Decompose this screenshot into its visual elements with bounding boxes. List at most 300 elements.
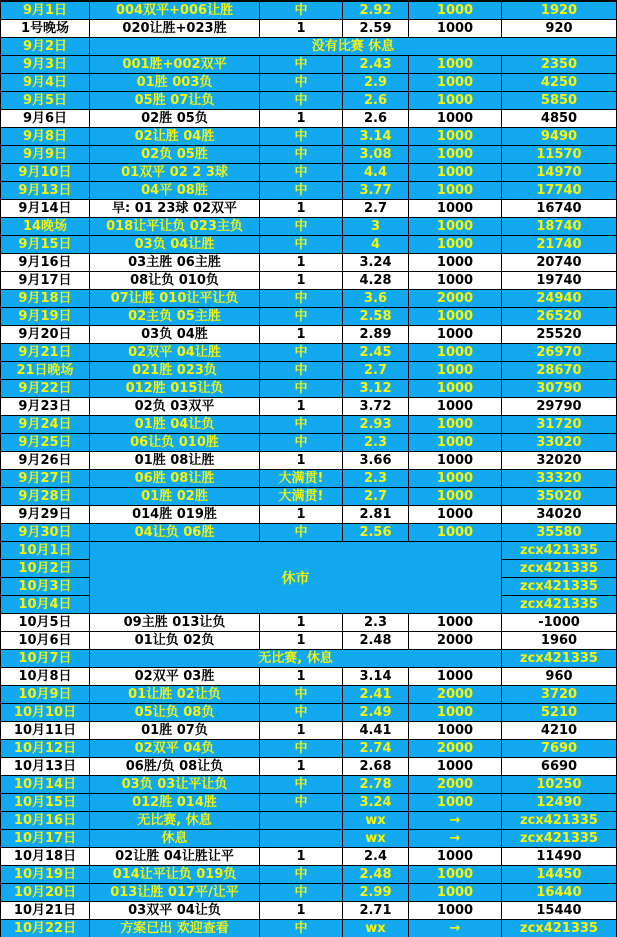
picks-cell: 06胜/负 08让负: [90, 758, 259, 775]
result-mark-cell: 中: [260, 416, 342, 433]
stake-cell: 1000: [409, 416, 501, 433]
date-cell: 10月11日: [1, 722, 89, 739]
result-mark-cell: 中: [260, 308, 342, 325]
odds-cell: 4: [343, 236, 408, 253]
picks-cell: 02让胜 04让胜让平: [90, 848, 259, 865]
date-cell: 9月27日: [1, 470, 89, 487]
date-cell: 9月14日: [1, 200, 89, 217]
balance-cell: 18740: [502, 218, 616, 235]
date-cell: 10月2日: [1, 560, 89, 577]
date-cell: 9月21日: [1, 344, 89, 361]
stake-cell: 1000: [409, 146, 501, 163]
odds-cell: 2.43: [343, 56, 408, 73]
table-row: [0, 398, 617, 415]
picks-cell: 03负 04让胜: [90, 236, 259, 253]
balance-cell: 30790: [502, 380, 616, 397]
result-mark-cell: 中: [260, 92, 342, 109]
balance-cell: 33020: [502, 434, 616, 451]
balance-cell: 16740: [502, 200, 616, 217]
balance-cell: zcx421335: [502, 650, 616, 667]
odds-cell: 3.24: [343, 254, 408, 271]
balance-cell: 960: [502, 668, 616, 685]
balance-cell: 11570: [502, 146, 616, 163]
picks-cell: 02双平 04让胜: [90, 344, 259, 361]
result-mark-cell: 1: [260, 110, 342, 127]
balance-cell: 29790: [502, 398, 616, 415]
picks-cell: 01双平 02 2 3球: [90, 164, 259, 181]
stake-cell: →: [409, 812, 501, 829]
date-cell: 9月24日: [1, 416, 89, 433]
stake-cell: 1000: [409, 614, 501, 631]
picks-cell: 014让平让负 019负: [90, 866, 259, 883]
table-row: [0, 416, 617, 433]
table-row: [0, 812, 617, 829]
date-cell: 9月29日: [1, 506, 89, 523]
odds-cell: 3.24: [343, 794, 408, 811]
picks-cell: 06让负 010胜: [90, 434, 259, 451]
stake-cell: 1000: [409, 722, 501, 739]
picks-cell: 03负 04胜: [90, 326, 259, 343]
balance-cell: 20740: [502, 254, 616, 271]
picks-cell: 020让胜+023胜: [90, 20, 259, 37]
result-mark-cell: 中: [260, 74, 342, 91]
odds-cell: wx: [343, 830, 408, 847]
odds-cell: 2.7: [343, 362, 408, 379]
result-mark-cell: 中: [260, 182, 342, 199]
balance-cell: 33320: [502, 470, 616, 487]
balance-cell: 19740: [502, 272, 616, 289]
table-row: [0, 164, 617, 181]
odds-cell: 3.08: [343, 146, 408, 163]
stake-cell: 1000: [409, 470, 501, 487]
picks-cell: 018让平让负 023主负: [90, 218, 259, 235]
odds-cell: wx: [343, 812, 408, 829]
stake-cell: 1000: [409, 668, 501, 685]
picks-cell: 021胜 023负: [90, 362, 259, 379]
date-cell: 10月16日: [1, 812, 89, 829]
stake-cell: 2000: [409, 776, 501, 793]
result-mark-cell: 中: [260, 704, 342, 721]
result-mark-cell: 1: [260, 272, 342, 289]
odds-cell: 2.81: [343, 506, 408, 523]
picks-cell: 02负 05胜: [90, 146, 259, 163]
stake-cell: 2000: [409, 290, 501, 307]
stake-cell: 1000: [409, 902, 501, 919]
stake-cell: 2000: [409, 686, 501, 703]
balance-cell: 26520: [502, 308, 616, 325]
date-cell: 9月20日: [1, 326, 89, 343]
stake-cell: 1000: [409, 200, 501, 217]
date-cell: 10月10日: [1, 704, 89, 721]
odds-cell: 2.7: [343, 488, 408, 505]
date-cell: 10月14日: [1, 776, 89, 793]
odds-cell: 3.14: [343, 128, 408, 145]
balance-cell: 12490: [502, 794, 616, 811]
balance-cell: 31720: [502, 416, 616, 433]
table-row: [0, 20, 617, 37]
table-row: [0, 794, 617, 811]
picks-cell: 001胜+002双平: [90, 56, 259, 73]
odds-cell: 3.12: [343, 380, 408, 397]
date-cell: 10月21日: [1, 902, 89, 919]
date-cell: 10月13日: [1, 758, 89, 775]
balance-cell: 4210: [502, 722, 616, 739]
picks-cell: 03双平 04让负: [90, 902, 259, 919]
picks-cell: 07让胜 010让平让负: [90, 290, 259, 307]
balance-cell: zcx421335: [502, 830, 616, 847]
result-mark-cell: 1: [260, 254, 342, 271]
result-mark-cell: 中: [260, 794, 342, 811]
picks-cell: 01胜 02胜: [90, 488, 259, 505]
odds-cell: 2.68: [343, 758, 408, 775]
stake-cell: 2000: [409, 632, 501, 649]
date-cell: 9月15日: [1, 236, 89, 253]
result-mark-cell: 中: [260, 362, 342, 379]
table-row: [0, 614, 617, 631]
result-mark-cell: 中: [260, 524, 342, 541]
table-row: [0, 560, 617, 577]
stake-cell: 1000: [409, 794, 501, 811]
odds-cell: 4.4: [343, 164, 408, 181]
date-cell: 14晚场: [1, 218, 89, 235]
balance-cell: -1000: [502, 614, 616, 631]
picks-cell: 09主胜 013让负: [90, 614, 259, 631]
result-mark-cell: 中: [260, 920, 342, 937]
result-mark-cell: [260, 812, 342, 829]
odds-cell: 4.28: [343, 272, 408, 289]
result-mark-cell: 中: [260, 380, 342, 397]
balance-cell: 16440: [502, 884, 616, 901]
balance-cell: zcx421335: [502, 812, 616, 829]
picks-cell: 02胜 05负: [90, 110, 259, 127]
balance-cell: 9490: [502, 128, 616, 145]
table-row: [0, 110, 617, 127]
table-row: [0, 452, 617, 469]
odds-cell: 2.7: [343, 200, 408, 217]
balance-cell: 24940: [502, 290, 616, 307]
stake-cell: 1000: [409, 254, 501, 271]
stake-cell: 1000: [409, 884, 501, 901]
result-mark-cell: 1: [260, 632, 342, 649]
odds-cell: 2.41: [343, 686, 408, 703]
stake-cell: 1000: [409, 506, 501, 523]
stake-cell: 1000: [409, 182, 501, 199]
table-row: [0, 434, 617, 451]
result-mark-cell: 大满贯!: [260, 488, 342, 505]
result-mark-cell: [260, 830, 342, 847]
table-row: [0, 272, 617, 289]
stake-cell: 1000: [409, 236, 501, 253]
stake-cell: 1000: [409, 434, 501, 451]
table-row: [0, 182, 617, 199]
balance-cell: 25520: [502, 326, 616, 343]
stake-cell: 1000: [409, 164, 501, 181]
result-mark-cell: 1: [260, 506, 342, 523]
table-row: [0, 686, 617, 703]
picks-cell: 03主胜 06主胜: [90, 254, 259, 271]
date-cell: 9月16日: [1, 254, 89, 271]
date-cell: 9月30日: [1, 524, 89, 541]
balance-cell: 35580: [502, 524, 616, 541]
stake-cell: 1000: [409, 272, 501, 289]
odds-cell: 2.45: [343, 344, 408, 361]
odds-cell: 3.6: [343, 290, 408, 307]
balance-cell: 5210: [502, 704, 616, 721]
result-mark-cell: 1: [260, 200, 342, 217]
stake-cell: 1000: [409, 2, 501, 19]
result-mark-cell: 中: [260, 146, 342, 163]
table-row: [0, 848, 617, 865]
date-cell: 10月17日: [1, 830, 89, 847]
balance-cell: 34020: [502, 506, 616, 523]
table-row: [0, 362, 617, 379]
date-cell: 10月5日: [1, 614, 89, 631]
picks-cell: 01胜 04让负: [90, 416, 259, 433]
date-cell: 9月1日: [1, 2, 89, 19]
market-closed-block: 休市: [90, 542, 501, 613]
date-cell: 10月19日: [1, 866, 89, 883]
odds-cell: 3.77: [343, 182, 408, 199]
result-mark-cell: 中: [260, 56, 342, 73]
balance-cell: zcx421335: [502, 578, 616, 595]
picks-cell: 05胜 07让负: [90, 92, 259, 109]
odds-cell: 2.99: [343, 884, 408, 901]
odds-cell: 2.6: [343, 110, 408, 127]
table-row: [0, 236, 617, 253]
odds-cell: 2.74: [343, 740, 408, 757]
odds-cell: 3.14: [343, 668, 408, 685]
balance-cell: zcx421335: [502, 596, 616, 613]
balance-cell: 11490: [502, 848, 616, 865]
odds-cell: 2.3: [343, 614, 408, 631]
picks-cell: 02让胜 04胜: [90, 128, 259, 145]
balance-cell: 21740: [502, 236, 616, 253]
stake-cell: 1000: [409, 110, 501, 127]
table-row: [0, 218, 617, 235]
balance-cell: 15440: [502, 902, 616, 919]
stake-cell: 1000: [409, 308, 501, 325]
date-cell: 9月10日: [1, 164, 89, 181]
balance-cell: 1960: [502, 632, 616, 649]
table-row: [0, 92, 617, 109]
table-row: [0, 470, 617, 487]
stake-cell: 1000: [409, 128, 501, 145]
odds-cell: 2.49: [343, 704, 408, 721]
result-mark-cell: 1: [260, 722, 342, 739]
odds-cell: 2.56: [343, 524, 408, 541]
picks-cell: 01胜 003负: [90, 74, 259, 91]
date-cell: 9月19日: [1, 308, 89, 325]
picks-cell: 013让胜 017平/让平: [90, 884, 259, 901]
stake-cell: 1000: [409, 452, 501, 469]
balance-cell: 4250: [502, 74, 616, 91]
table-row: [0, 758, 617, 775]
result-mark-cell: 中: [260, 128, 342, 145]
result-mark-cell: 中: [260, 2, 342, 19]
date-cell: 10月15日: [1, 794, 89, 811]
picks-cell: 03负 03让平让负: [90, 776, 259, 793]
table-row: [0, 866, 617, 883]
date-cell: 1号晚场: [1, 20, 89, 37]
balance-cell: 14450: [502, 866, 616, 883]
odds-cell: 2.48: [343, 632, 408, 649]
odds-cell: 2.58: [343, 308, 408, 325]
table-row: [0, 38, 617, 55]
balance-cell: 14970: [502, 164, 616, 181]
date-cell: 10月6日: [1, 632, 89, 649]
picks-cell: 早: 01 23球 02双平: [90, 200, 259, 217]
result-mark-cell: 中: [260, 776, 342, 793]
odds-cell: wx: [343, 920, 408, 937]
result-mark-cell: 大满贯!: [260, 470, 342, 487]
table-row: [0, 308, 617, 325]
table-row: [0, 704, 617, 721]
picks-cell: 方案已出 欢迎查看: [90, 920, 259, 937]
date-cell: 10月22日: [1, 920, 89, 937]
odds-cell: 2.3: [343, 470, 408, 487]
stake-cell: 1000: [409, 758, 501, 775]
balance-cell: 7690: [502, 740, 616, 757]
stake-cell: 1000: [409, 20, 501, 37]
table-row: [0, 596, 617, 613]
odds-cell: 2.71: [343, 902, 408, 919]
picks-cell: 08让负 010负: [90, 272, 259, 289]
result-mark-cell: 1: [260, 452, 342, 469]
result-mark-cell: 1: [260, 398, 342, 415]
balance-cell: 6690: [502, 758, 616, 775]
date-cell: 9月18日: [1, 290, 89, 307]
table-row: [0, 128, 617, 145]
odds-cell: 4.41: [343, 722, 408, 739]
table-row: [0, 344, 617, 361]
date-cell: 9月3日: [1, 56, 89, 73]
stake-cell: 1000: [409, 380, 501, 397]
balance-cell: 26970: [502, 344, 616, 361]
date-cell: 9月5日: [1, 92, 89, 109]
date-cell: 10月18日: [1, 848, 89, 865]
date-cell: 9月23日: [1, 398, 89, 415]
date-cell: 9月8日: [1, 128, 89, 145]
table-row: [0, 668, 617, 685]
balance-cell: 28670: [502, 362, 616, 379]
picks-cell: 02负 03双平: [90, 398, 259, 415]
balance-cell: 3720: [502, 686, 616, 703]
table-row: [0, 578, 617, 595]
result-mark-cell: 中: [260, 866, 342, 883]
picks-cell: 02双平 03胜: [90, 668, 259, 685]
stake-cell: 1000: [409, 398, 501, 415]
odds-cell: 2.92: [343, 2, 408, 19]
picks-cell: 06胜 08让胜: [90, 470, 259, 487]
stake-cell: 1000: [409, 218, 501, 235]
odds-cell: 3.72: [343, 398, 408, 415]
stake-cell: 1000: [409, 326, 501, 343]
table-row: [0, 722, 617, 739]
table-row: [0, 380, 617, 397]
picks-cell: 01让胜 02让负: [90, 686, 259, 703]
result-mark-cell: 中: [260, 344, 342, 361]
picks-cell: 04平 08胜: [90, 182, 259, 199]
balance-cell: 920: [502, 20, 616, 37]
date-cell: 21日晚场: [1, 362, 89, 379]
result-mark-cell: 1: [260, 668, 342, 685]
stake-cell: 1000: [409, 92, 501, 109]
table-row: [0, 632, 617, 649]
result-mark-cell: 中: [260, 884, 342, 901]
odds-cell: 3: [343, 218, 408, 235]
picks-cell: 02双平 04负: [90, 740, 259, 757]
date-cell: 10月8日: [1, 668, 89, 685]
odds-cell: 2.93: [343, 416, 408, 433]
balance-cell: zcx421335: [502, 560, 616, 577]
date-cell: 9月4日: [1, 74, 89, 91]
picks-cell: 012胜 015让负: [90, 380, 259, 397]
balance-cell: 17740: [502, 182, 616, 199]
balance-cell: zcx421335: [502, 542, 616, 559]
balance-cell: 2350: [502, 56, 616, 73]
date-cell: 9月25日: [1, 434, 89, 451]
stake-cell: 1000: [409, 866, 501, 883]
picks-cell: 014胜 019胜: [90, 506, 259, 523]
table-row: [0, 524, 617, 541]
date-cell: 9月26日: [1, 452, 89, 469]
result-mark-cell: 中: [260, 686, 342, 703]
stake-cell: 1000: [409, 344, 501, 361]
balance-cell: 32020: [502, 452, 616, 469]
odds-cell: 2.89: [343, 326, 408, 343]
table-row: [0, 650, 617, 667]
table-row: [0, 830, 617, 847]
table-row: [0, 200, 617, 217]
picks-cell: 004双平+006让胜: [90, 2, 259, 19]
date-cell: 9月13日: [1, 182, 89, 199]
table-row: [0, 920, 617, 937]
result-mark-cell: 中: [260, 236, 342, 253]
date-cell: 9月28日: [1, 488, 89, 505]
result-mark-cell: 中: [260, 290, 342, 307]
table-row: [0, 740, 617, 757]
balance-cell: zcx421335: [502, 920, 616, 937]
odds-cell: 2.48: [343, 866, 408, 883]
result-mark-cell: 1: [260, 614, 342, 631]
balance-cell: 1920: [502, 2, 616, 19]
rest-note-cell: 无比赛, 休息: [90, 650, 501, 667]
picks-cell: 04让负 06胜: [90, 524, 259, 541]
table-row: [0, 254, 617, 271]
rest-note-cell: 没有比赛 休息: [90, 38, 616, 55]
table-row: [0, 2, 617, 19]
date-cell: 9月6日: [1, 110, 89, 127]
stake-cell: →: [409, 830, 501, 847]
date-cell: 10月1日: [1, 542, 89, 559]
picks-cell: 01胜 08让胜: [90, 452, 259, 469]
odds-cell: 2.78: [343, 776, 408, 793]
stake-cell: 1000: [409, 524, 501, 541]
table-row: [0, 74, 617, 91]
picks-cell: 01让负 02负: [90, 632, 259, 649]
result-mark-cell: 1: [260, 902, 342, 919]
result-mark-cell: 中: [260, 434, 342, 451]
picks-cell: 休息: [90, 830, 259, 847]
picks-cell: 02主负 05主胜: [90, 308, 259, 325]
stake-cell: 1000: [409, 704, 501, 721]
picks-cell: 05让负 08负: [90, 704, 259, 721]
table-row: [0, 146, 617, 163]
picks-cell: 012胜 014胜: [90, 794, 259, 811]
date-cell: 10月9日: [1, 686, 89, 703]
result-mark-cell: 1: [260, 20, 342, 37]
picks-cell: 无比赛, 休息: [90, 812, 259, 829]
